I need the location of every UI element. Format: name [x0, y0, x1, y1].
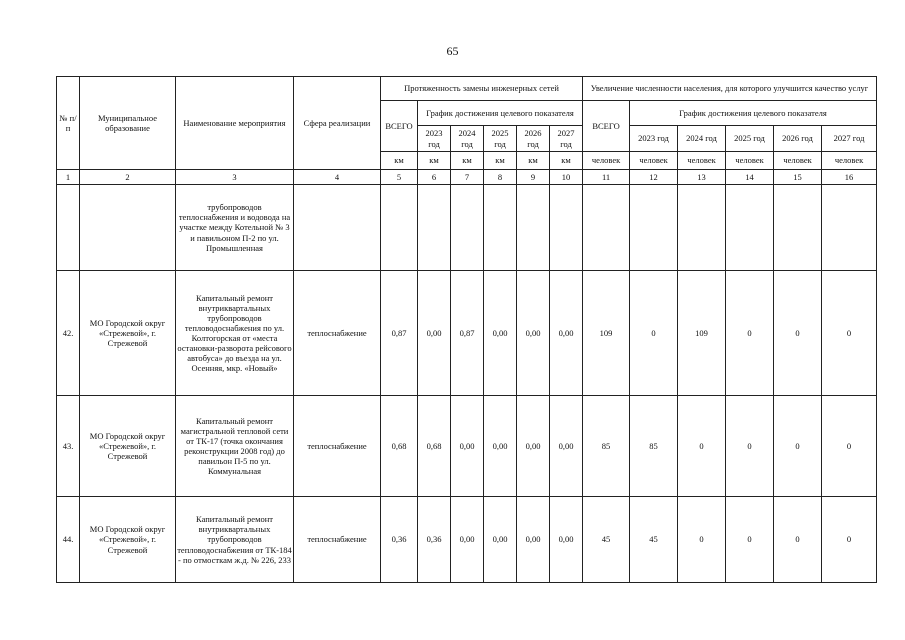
- header-year-people: 2023 год: [630, 126, 678, 152]
- row-value: 0,68: [381, 396, 418, 497]
- row-municipality: МО Городской округ «Стрежевой», г. Стрежевой: [80, 271, 176, 396]
- row-value: 0,00: [517, 497, 550, 583]
- table-row: [57, 497, 877, 583]
- row-value: 0,87: [451, 271, 484, 396]
- row-value: 0,00: [517, 396, 550, 497]
- header-year-km: 2024 год: [451, 126, 484, 152]
- row-num: 43.: [57, 396, 80, 497]
- column-number: 2: [80, 170, 176, 185]
- column-number: 5: [381, 170, 418, 185]
- header-total-people: ВСЕГО: [583, 101, 630, 152]
- row-value: 0: [774, 271, 822, 396]
- unit-cell: км: [550, 152, 583, 170]
- row-action: Капитальный ремонт магистральной тепловой сети от ТК-17 (точка окончания реконструкции 2008 год) до павильон П-5 по ул. Коммунальная: [176, 396, 294, 497]
- row-value: 0,00: [451, 497, 484, 583]
- row-value: [583, 185, 630, 271]
- column-number: 14: [726, 170, 774, 185]
- row-value: [630, 185, 678, 271]
- row-value: [484, 185, 517, 271]
- row-num: 42.: [57, 271, 80, 396]
- row-num: [57, 185, 80, 271]
- column-number: 16: [822, 170, 877, 185]
- row-value: 0,00: [418, 271, 451, 396]
- header-num: № п/п: [57, 77, 80, 170]
- header-year-people: 2026 год: [774, 126, 822, 152]
- row-action: Капитальный ремонт внутриквартальных трубопроводов тепловодоснабжения по ул. Колтогорская от «места остановки-разворота рейсового автобуса» до въезда на ул. Осенняя, мкр. «Новый»: [176, 271, 294, 396]
- row-value: 0,87: [381, 271, 418, 396]
- row-value: 0,68: [418, 396, 451, 497]
- table-row: [57, 396, 877, 497]
- row-value: 109: [678, 271, 726, 396]
- row-value: [774, 185, 822, 271]
- row-value: 45: [583, 497, 630, 583]
- unit-cell: км: [418, 152, 451, 170]
- header-year-people: 2027 год: [822, 126, 877, 152]
- row-value: 0: [822, 497, 877, 583]
- row-value: 0: [822, 396, 877, 497]
- row-value: 109: [583, 271, 630, 396]
- column-number: 6: [418, 170, 451, 185]
- row-value: 0: [726, 497, 774, 583]
- row-value: 0,00: [451, 396, 484, 497]
- row-value: 0: [774, 497, 822, 583]
- row-num: 44.: [57, 497, 80, 583]
- unit-cell: км: [451, 152, 484, 170]
- header-year-km: 2025 год: [484, 126, 517, 152]
- column-number: 12: [630, 170, 678, 185]
- header-year-km: 2023 год: [418, 126, 451, 152]
- row-value: 0: [678, 396, 726, 497]
- unit-cell: человек: [774, 152, 822, 170]
- row-value: 85: [583, 396, 630, 497]
- row-value: 0: [822, 271, 877, 396]
- row-value: 45: [630, 497, 678, 583]
- header-sphere: Сфера реализации: [294, 77, 381, 170]
- row-value: 0,36: [381, 497, 418, 583]
- column-number: 13: [678, 170, 726, 185]
- row-value: 0: [726, 271, 774, 396]
- unit-cell: км: [484, 152, 517, 170]
- header-year-people: 2025 год: [726, 126, 774, 152]
- unit-cell: человек: [678, 152, 726, 170]
- column-number: 7: [451, 170, 484, 185]
- row-municipality: [80, 185, 176, 271]
- row-value: 0,00: [484, 497, 517, 583]
- row-value: [451, 185, 484, 271]
- row-value: [726, 185, 774, 271]
- header-year-km: 2027 год: [550, 126, 583, 152]
- unit-cell: человек: [726, 152, 774, 170]
- header-municipality: Муниципальное образование: [80, 77, 176, 170]
- unit-cell: км: [517, 152, 550, 170]
- table-row: [57, 271, 877, 396]
- row-value: [418, 185, 451, 271]
- row-action: трубопроводов теплоснабжения и водовода на участке между Котельной № 3 и павильоном П-2 по ул. Промышленная: [176, 185, 294, 271]
- row-value: 0,36: [418, 497, 451, 583]
- unit-cell: человек: [822, 152, 877, 170]
- row-sphere: теплоснабжение: [294, 396, 381, 497]
- row-value: [550, 185, 583, 271]
- row-municipality: МО Городской округ «Стрежевой», г. Стрежевой: [80, 396, 176, 497]
- program-table: [56, 76, 877, 583]
- row-sphere: теплоснабжение: [294, 271, 381, 396]
- row-value: 0: [678, 497, 726, 583]
- row-value: 0,00: [550, 271, 583, 396]
- column-number: 15: [774, 170, 822, 185]
- row-sphere: [294, 185, 381, 271]
- row-action: Капитальный ремонт внутриквартальных трубопроводов тепловодоснабжения от ТК-184 - по отмосткам ж.д. № 226, 233: [176, 497, 294, 583]
- column-number: 4: [294, 170, 381, 185]
- row-value: 0,00: [517, 271, 550, 396]
- row-municipality: МО Городской округ «Стрежевой», г. Стрежевой: [80, 497, 176, 583]
- unit-cell: человек: [630, 152, 678, 170]
- row-value: 0: [726, 396, 774, 497]
- column-number: 10: [550, 170, 583, 185]
- row-value: [517, 185, 550, 271]
- unit-cell: человек: [583, 152, 630, 170]
- row-value: [381, 185, 418, 271]
- header-schedule-population: График достижения целевого показателя: [630, 101, 877, 126]
- column-number: 1: [57, 170, 80, 185]
- row-value: 85: [630, 396, 678, 497]
- header-population-group: Увеличение численности населения, для которого улучшится качество услуг: [583, 77, 877, 101]
- header-length-group: Протяженность замены инженерных сетей: [381, 77, 583, 101]
- row-value: 0,00: [484, 396, 517, 497]
- unit-cell: км: [381, 152, 418, 170]
- row-value: [678, 185, 726, 271]
- row-value: 0,00: [550, 497, 583, 583]
- row-value: [822, 185, 877, 271]
- column-number: 9: [517, 170, 550, 185]
- row-value: 0,00: [550, 396, 583, 497]
- page-number: 65: [446, 44, 459, 58]
- row-value: 0: [774, 396, 822, 497]
- table-row: [57, 185, 877, 271]
- header-year-km: 2026 год: [517, 126, 550, 152]
- header-year-people: 2024 год: [678, 126, 726, 152]
- header-schedule-length: График достижения целевого показателя: [418, 101, 583, 126]
- column-number: 3: [176, 170, 294, 185]
- column-number: 8: [484, 170, 517, 185]
- header-action: Наименование мероприятия: [176, 77, 294, 170]
- column-number: 11: [583, 170, 630, 185]
- header-total-km: ВСЕГО: [381, 101, 418, 152]
- row-value: 0: [630, 271, 678, 396]
- row-value: 0,00: [484, 271, 517, 396]
- row-sphere: теплоснабжение: [294, 497, 381, 583]
